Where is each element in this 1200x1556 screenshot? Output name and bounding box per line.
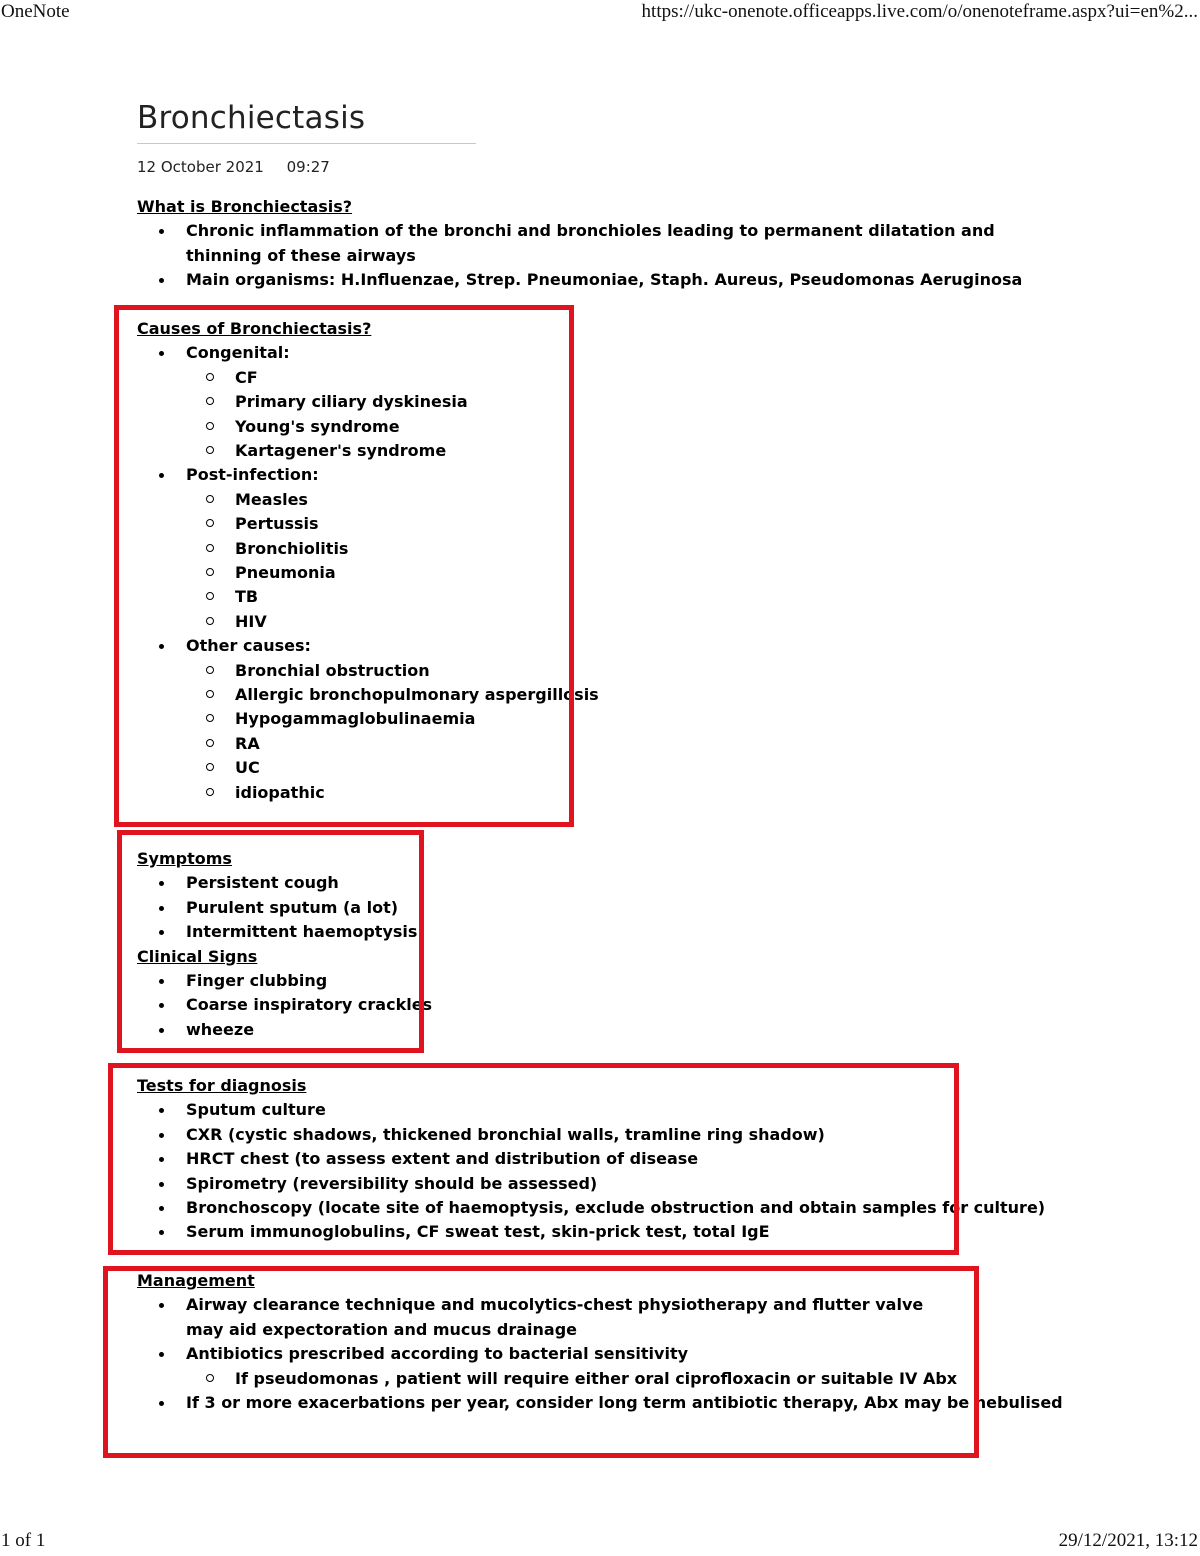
page-date-time	[137, 158, 330, 176]
list-item: Serum immunoglobulins, CF sweat test, skin-prick test, total IgE	[137, 1220, 1045, 1244]
list-item: Bronchoscopy (locate site of haemoptysis, exclude obstruction and obtain samples for culture)	[137, 1196, 1045, 1220]
what-is-list	[137, 219, 1056, 292]
printed-timestamp: 29/12/2021, 13:12	[1058, 1530, 1198, 1551]
print-header	[0, 1, 1200, 27]
list-item: Chronic inflammation of the bronchi and bronchioles leading to permanent dilatation and thinning of these airways	[137, 219, 1056, 268]
page-count: 1 of 1	[1, 1530, 46, 1551]
list-item: CF	[137, 366, 599, 390]
page-title: Bronchiectasis	[137, 100, 366, 136]
list-item: Allergic bronchopulmonary aspergillosis	[137, 683, 599, 707]
causes-heading: Causes of Bronchiectasis?	[137, 319, 372, 338]
cause-group-label: Post-infection:	[137, 463, 599, 487]
cause-group-label: Congenital:	[137, 341, 599, 365]
page-url: https://ukc-onenote.officeapps.live.com/o/onenoteframe.aspx?ui=en%2...	[641, 1, 1198, 22]
list-item: Main organisms: H.Influenzae, Strep. Pneumoniae, Staph. Aureus, Pseudomonas Aeruginosa	[137, 268, 1056, 292]
list-item: Airway clearance technique and mucolytics-chest physiotherapy and flutter valve may aid expectoration and mucus drainage	[137, 1293, 946, 1342]
list-item: Kartagener's syndrome	[137, 439, 599, 463]
management-heading: Management	[137, 1271, 255, 1290]
list-item: Purulent sputum (a lot)	[137, 896, 432, 920]
management-highlight-box	[103, 1266, 979, 1458]
list-item: Coarse inspiratory crackles	[137, 993, 432, 1017]
list-item: TB	[137, 585, 599, 609]
list-item: If pseudomonas , patient will require either oral ciprofloxacin or suitable IV Abx	[137, 1367, 1063, 1391]
list-item: Intermittent haemoptysis	[137, 920, 432, 944]
list-item: Spirometry (reversibility should be assessed)	[137, 1172, 1045, 1196]
page-date: 12 October 2021	[137, 158, 264, 176]
page-time: 09:27	[286, 158, 330, 176]
list-item: Pertussis	[137, 512, 599, 536]
tests-highlight-box	[108, 1063, 959, 1255]
cause-group-label: Other causes:	[137, 634, 599, 658]
list-item: idiopathic	[137, 781, 599, 805]
clinical-signs-heading: Clinical Signs	[137, 946, 258, 966]
symptoms-heading: Symptoms	[137, 849, 232, 868]
list-item: Bronchial obstruction	[137, 659, 599, 683]
symptoms-highlight-box	[117, 830, 424, 1053]
list-item: Young's syndrome	[137, 415, 599, 439]
list-item: Pneumonia	[137, 561, 599, 585]
list-item: Bronchiolitis	[137, 537, 599, 561]
list-item: Persistent cough	[137, 871, 432, 895]
list-item: Measles	[137, 488, 599, 512]
what-is-section	[137, 195, 1056, 293]
list-item: HRCT chest (to assess extent and distribution of disease	[137, 1147, 1045, 1171]
list-item: wheeze	[137, 1018, 432, 1042]
list-item: If 3 or more exacerbations per year, consider long term antibiotic therapy, Abx may be nebulised	[137, 1391, 1063, 1415]
list-item: Hypogammaglobulinaemia	[137, 707, 599, 731]
causes-highlight-box	[114, 305, 574, 827]
print-footer	[0, 1530, 1200, 1556]
list-item: CXR (cystic shadows, thickened bronchial walls, tramline ring shadow)	[137, 1123, 1045, 1147]
list-item: UC	[137, 756, 599, 780]
tests-heading: Tests for diagnosis	[137, 1076, 307, 1095]
list-item: Sputum culture	[137, 1098, 1045, 1122]
list-item: Finger clubbing	[137, 969, 432, 993]
app-name: OneNote	[1, 1, 70, 22]
what-is-heading: What is Bronchiectasis?	[137, 197, 353, 216]
list-item: Primary ciliary dyskinesia	[137, 390, 599, 414]
list-item: Antibiotics prescribed according to bacterial sensitivity	[137, 1342, 1063, 1366]
title-divider	[137, 143, 476, 144]
list-item: HIV	[137, 610, 599, 634]
list-item: RA	[137, 732, 599, 756]
